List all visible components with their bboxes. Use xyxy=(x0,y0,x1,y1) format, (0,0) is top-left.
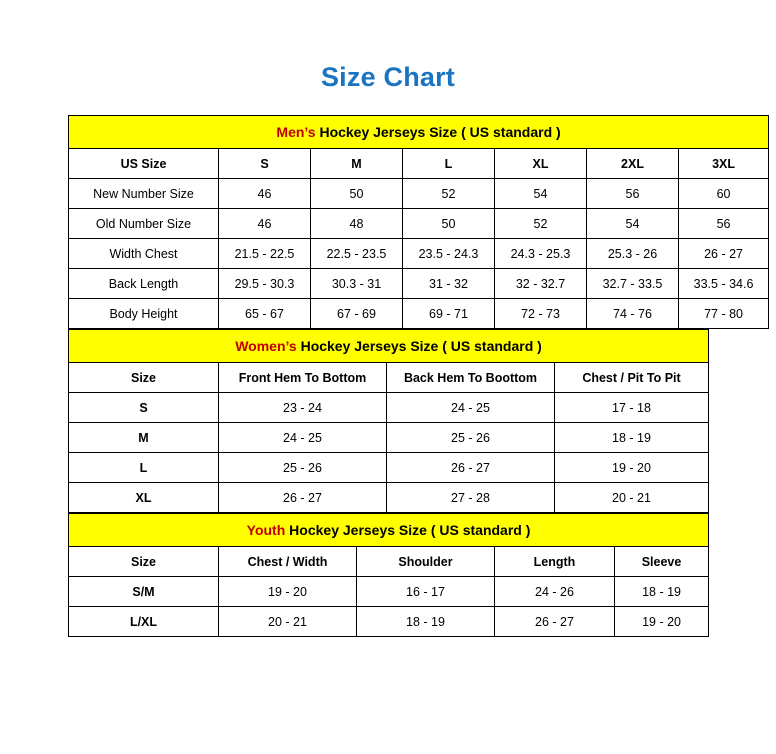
mens-band xyxy=(69,116,769,149)
table-cell: 20 - 21 xyxy=(555,483,709,513)
table-row xyxy=(69,483,709,513)
band-category-label: Youth xyxy=(246,522,286,538)
row-label: Back Length xyxy=(69,269,219,299)
table-cell: 26 - 27 xyxy=(219,483,387,513)
band-category-label: Men’s xyxy=(276,124,316,140)
table-cell: 18 - 19 xyxy=(357,607,495,637)
womens-size-table xyxy=(68,329,709,513)
table-cell: 46 xyxy=(219,209,311,239)
table-cell: 32.7 - 33.5 xyxy=(587,269,679,299)
row-label: Body Height xyxy=(69,299,219,329)
row-label: S xyxy=(69,393,219,423)
table-cell: 52 xyxy=(403,179,495,209)
band-rest-label: Hockey Jerseys Size ( US standard ) xyxy=(315,124,561,140)
band-rest-label: Hockey Jerseys Size ( US standard ) xyxy=(296,338,542,354)
table-row xyxy=(69,453,709,483)
row-label: L xyxy=(69,453,219,483)
table-cell: 56 xyxy=(587,179,679,209)
column-header: Chest / Pit To Pit xyxy=(555,363,709,393)
table-cell: 16 - 17 xyxy=(357,577,495,607)
column-header: Length xyxy=(495,547,615,577)
table-cell: 32 - 32.7 xyxy=(495,269,587,299)
table-cell: 30.3 - 31 xyxy=(311,269,403,299)
table-band-row xyxy=(69,514,709,547)
table-cell: 46 xyxy=(219,179,311,209)
table-cell: 52 xyxy=(495,209,587,239)
table-cell: 54 xyxy=(587,209,679,239)
table-cell: 24 - 25 xyxy=(219,423,387,453)
table-band-row xyxy=(69,116,769,149)
table-cell: 69 - 71 xyxy=(403,299,495,329)
size-chart-page xyxy=(0,62,776,754)
column-header: Front Hem To Bottom xyxy=(219,363,387,393)
table-cell: 29.5 - 30.3 xyxy=(219,269,311,299)
table-cell: 48 xyxy=(311,209,403,239)
table-cell: 50 xyxy=(403,209,495,239)
table-cell: 31 - 32 xyxy=(403,269,495,299)
column-header: Size xyxy=(69,363,219,393)
table-cell: 50 xyxy=(311,179,403,209)
table-cell: 18 - 19 xyxy=(615,577,709,607)
column-header: M xyxy=(311,149,403,179)
table-cell: 60 xyxy=(679,179,769,209)
row-label: M xyxy=(69,423,219,453)
column-header: S xyxy=(219,149,311,179)
table-row xyxy=(69,423,709,453)
row-label: Width Chest xyxy=(69,239,219,269)
column-header: XL xyxy=(495,149,587,179)
table-cell: 27 - 28 xyxy=(387,483,555,513)
row-label: L/XL xyxy=(69,607,219,637)
table-cell: 19 - 20 xyxy=(219,577,357,607)
table-row xyxy=(69,577,709,607)
youth-band xyxy=(69,514,709,547)
table-row xyxy=(69,179,769,209)
table-cell: 56 xyxy=(679,209,769,239)
table-cell: 21.5 - 22.5 xyxy=(219,239,311,269)
table-row xyxy=(69,299,769,329)
column-header: Shoulder xyxy=(357,547,495,577)
band-rest-label: Hockey Jerseys Size ( US standard ) xyxy=(285,522,531,538)
table-cell: 18 - 19 xyxy=(555,423,709,453)
column-header: Sleeve xyxy=(615,547,709,577)
table-band-row xyxy=(69,330,709,363)
table-cell: 25 - 26 xyxy=(219,453,387,483)
table-cell: 72 - 73 xyxy=(495,299,587,329)
table-cell: 26 - 27 xyxy=(495,607,615,637)
table-cell: 26 - 27 xyxy=(387,453,555,483)
table-cell: 19 - 20 xyxy=(615,607,709,637)
table-cell: 22.5 - 23.5 xyxy=(311,239,403,269)
table-cell: 65 - 67 xyxy=(219,299,311,329)
table-row xyxy=(69,393,709,423)
table-cell: 74 - 76 xyxy=(587,299,679,329)
table-cell: 24 - 25 xyxy=(387,393,555,423)
table-cell: 77 - 80 xyxy=(679,299,769,329)
table-cell: 23 - 24 xyxy=(219,393,387,423)
column-header: Back Hem To Boottom xyxy=(387,363,555,393)
table-cell: 17 - 18 xyxy=(555,393,709,423)
table-cell: 25.3 - 26 xyxy=(587,239,679,269)
page-title: Size Chart xyxy=(320,62,456,92)
band-category-label: Women’s xyxy=(235,338,297,354)
table-row xyxy=(69,269,769,299)
table-cell: 25 - 26 xyxy=(387,423,555,453)
row-label: XL xyxy=(69,483,219,513)
table-cell: 24.3 - 25.3 xyxy=(495,239,587,269)
column-header: 2XL xyxy=(587,149,679,179)
column-header: US Size xyxy=(69,149,219,179)
table-row xyxy=(69,607,709,637)
table-cell: 20 - 21 xyxy=(219,607,357,637)
table-header-row xyxy=(69,363,709,393)
row-label: New Number Size xyxy=(69,179,219,209)
mens-size-table xyxy=(68,115,769,329)
table-header-row xyxy=(69,149,769,179)
table-cell: 67 - 69 xyxy=(311,299,403,329)
table-row xyxy=(69,209,769,239)
youth-size-table xyxy=(68,513,709,637)
column-header: Chest / Width xyxy=(219,547,357,577)
table-row xyxy=(69,239,769,269)
table-header-row xyxy=(69,547,709,577)
table-cell: 33.5 - 34.6 xyxy=(679,269,769,299)
table-cell: 54 xyxy=(495,179,587,209)
table-cell: 26 - 27 xyxy=(679,239,769,269)
size-tables xyxy=(68,115,754,637)
row-label: S/M xyxy=(69,577,219,607)
table-cell: 23.5 - 24.3 xyxy=(403,239,495,269)
column-header: 3XL xyxy=(679,149,769,179)
row-label: Old Number Size xyxy=(69,209,219,239)
womens-band xyxy=(69,330,709,363)
column-header: Size xyxy=(69,547,219,577)
column-header: L xyxy=(403,149,495,179)
table-cell: 24 - 26 xyxy=(495,577,615,607)
table-cell: 19 - 20 xyxy=(555,453,709,483)
